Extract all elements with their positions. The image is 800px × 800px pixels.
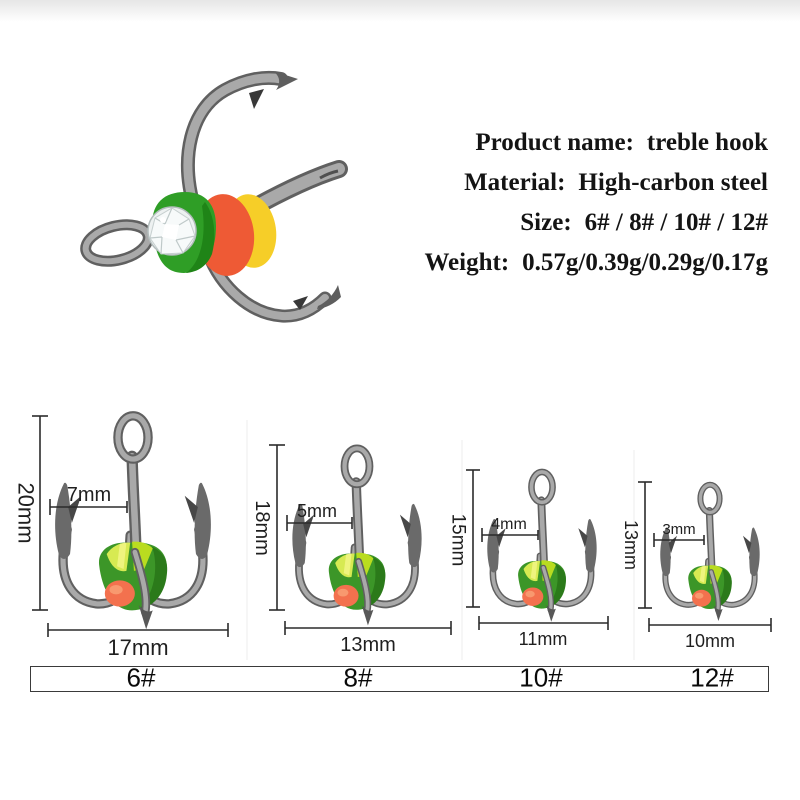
spec-label: Material: [464,169,566,196]
spec-row-weight [424,243,768,283]
height-dimension-label: 18mm [251,500,273,556]
hook-figure-8 [251,445,451,656]
gap-dimension-label: 7mm [66,484,112,506]
gap-dimension-label: 5mm [297,501,337,521]
hook-figure-12 [621,482,771,651]
spec-row-product-name [424,123,768,163]
height-dimension-label: 13mm [621,519,641,571]
spec-value: High-carbon steel [578,169,768,196]
spec-value: treble hook [646,129,768,156]
rhinestone-bead [148,207,196,255]
product-spec-block [424,123,768,283]
hook-figure-10 [448,470,609,649]
spec-label: Weight: [424,249,510,276]
width-dimension-label: 13mm [340,634,396,656]
height-dimension-label: 20mm [13,482,39,544]
spec-row-size [424,203,768,243]
treble-hook-drawing [487,472,596,622]
width-dimension-label: 17mm [107,635,169,660]
size-label-box [30,662,769,693]
hero-hook-photo [82,71,341,316]
size-label-8: 8# [343,662,373,693]
treble-hook-drawing [55,416,211,629]
gap-dimension-label: 3mm [662,521,696,538]
size-label-10: 10# [519,662,563,693]
size-label-6: 6# [126,662,156,693]
spec-label: Size: [520,209,572,236]
size-label-12: 12# [690,662,734,693]
height-dimension-label: 15mm [447,513,469,567]
spec-label: Product name: [475,129,634,156]
width-dimension-label: 10mm [684,631,736,651]
spec-value: 6# / 8# / 10# / 12# [584,209,768,236]
spec-value: 0.57g/0.39g/0.29g/0.17g [522,249,768,276]
treble-hook-drawing [660,485,759,621]
width-dimension-label: 11mm [518,629,568,649]
hook-figure-6 [14,416,229,660]
treble-hook-drawing [292,448,421,625]
gap-dimension-label: 4mm [491,516,527,533]
spec-row-material [424,163,768,203]
